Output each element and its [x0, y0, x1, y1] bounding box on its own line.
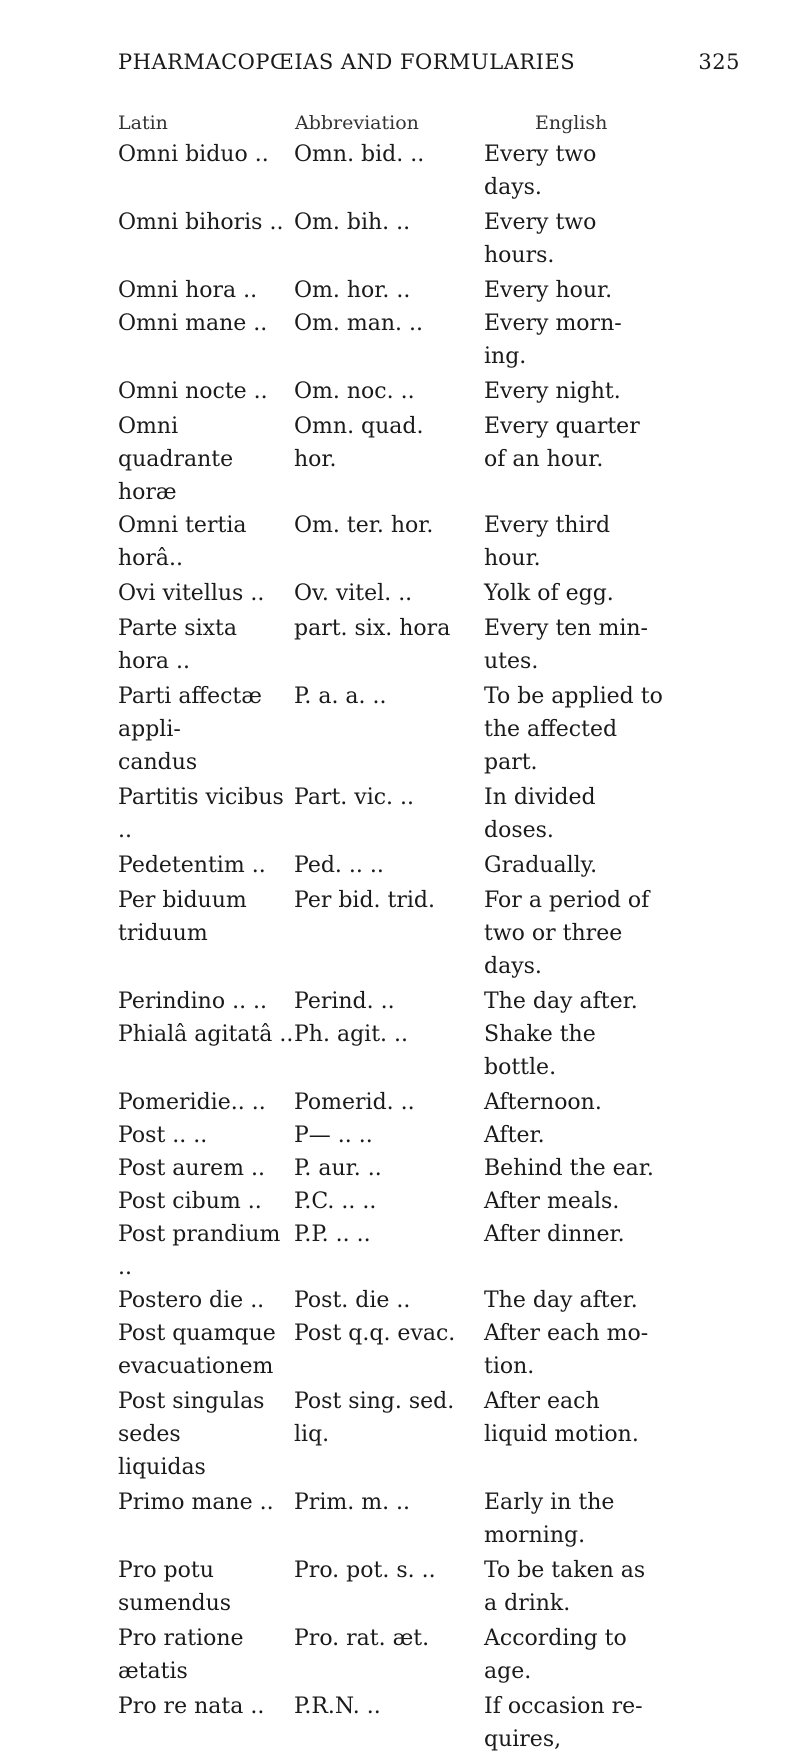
english-meaning: After each mo- tion. [484, 1321, 649, 1379]
latin-term: Partitis vicibus .. [118, 785, 284, 843]
english-meaning: Early in the morning. [484, 1490, 615, 1548]
table-row [118, 1554, 718, 1620]
table-row [118, 410, 718, 509]
abbreviation: P— .. .. [294, 1123, 373, 1148]
abbreviation: Part. vic. .. [294, 785, 415, 810]
running-head-title: PHARMACOPŒIAS AND FORMULARIES [118, 50, 576, 74]
table-row [118, 577, 718, 610]
latin-term: Primo mane .. [118, 1490, 274, 1515]
table-row [118, 1622, 718, 1688]
table-row [118, 1185, 718, 1218]
latin-term: Pro potu sumendus [118, 1558, 232, 1616]
english-meaning: Every ten min- utes. [484, 616, 648, 674]
table-row [118, 274, 718, 307]
table-row [118, 206, 718, 272]
table-row [118, 1018, 718, 1084]
table-row [118, 884, 718, 983]
abbreviation: Pomerid. .. [294, 1090, 415, 1115]
english-meaning: After. [484, 1123, 545, 1148]
latin-term: Omni bihoris .. [118, 210, 284, 235]
column-header-latin: Latin [118, 112, 168, 134]
abbreviation: Om. hor. .. [294, 278, 411, 303]
latin-term: Omni tertia horâ.. [118, 513, 247, 571]
abbreviation: Per bid. trid. [294, 888, 436, 913]
english-meaning: After each liquid motion. [484, 1389, 639, 1447]
table-row [118, 849, 718, 882]
abbreviation: Om. noc. .. [294, 379, 415, 404]
english-meaning: After meals. [484, 1189, 620, 1214]
latin-term: Ovi vitellus .. [118, 581, 265, 606]
latin-term: Post singulas sedes liquidas [118, 1389, 265, 1480]
latin-term: Omni quadrante horæ [118, 414, 234, 505]
abbreviation-table [118, 138, 718, 1756]
table-row [118, 781, 718, 847]
abbreviation: P.P. .. .. [294, 1222, 371, 1247]
english-meaning: In divided doses. [484, 785, 596, 843]
abbreviation: Post sing. sed. liq. [294, 1389, 455, 1447]
english-meaning: Behind the ear. [484, 1156, 654, 1181]
abbreviation: P.C. .. .. [294, 1189, 377, 1214]
latin-term: Post .. .. [118, 1123, 208, 1148]
abbreviation: part. six. hora [294, 616, 451, 641]
english-meaning: Every hour. [484, 278, 613, 303]
english-meaning: Every third hour. [484, 513, 611, 571]
english-meaning: Every night. [484, 379, 621, 404]
abbreviation: Omn. quad. hor. [294, 414, 424, 472]
latin-term: Parte sixta hora .. [118, 616, 237, 674]
abbreviation: Pro. pot. s. .. [294, 1558, 436, 1583]
english-meaning: Every quarter of an hour. [484, 414, 640, 472]
table-row [118, 985, 718, 1018]
table-row [118, 612, 718, 678]
latin-term: Omni mane .. [118, 311, 268, 336]
latin-term: Pedetentim .. [118, 853, 266, 878]
abbreviation: Om. man. .. [294, 311, 424, 336]
latin-term: Pro re nata .. [118, 1694, 265, 1719]
latin-term: Omni biduo .. [118, 142, 269, 167]
abbreviation: Ov. vitel. .. [294, 581, 413, 606]
abbreviation: Pro. rat. æt. [294, 1626, 430, 1651]
abbreviation: P. a. a. .. [294, 684, 387, 709]
abbreviation: Omn. bid. .. [294, 142, 425, 167]
english-meaning: Every two days. [484, 142, 597, 200]
table-row [118, 509, 718, 575]
running-head [118, 50, 740, 74]
english-meaning: The day after. [484, 989, 638, 1014]
latin-term: Per biduum triduum [118, 888, 247, 946]
column-header-english: English [535, 112, 608, 134]
table-row [118, 1486, 718, 1552]
english-meaning: Shake the bottle. [484, 1022, 596, 1080]
latin-term: Omni hora .. [118, 278, 258, 303]
column-header-abbreviation: Abbreviation [295, 112, 419, 134]
english-meaning: After dinner. [484, 1222, 625, 1247]
english-meaning: For a period of two or three days. [484, 888, 650, 979]
abbreviation: Ph. agit. .. [294, 1022, 409, 1047]
table-row [118, 1152, 718, 1185]
abbreviation: Ped. .. .. [294, 853, 384, 878]
table-row [118, 138, 718, 204]
abbreviation: Om. bih. .. [294, 210, 411, 235]
latin-term: Postero die .. [118, 1288, 265, 1313]
latin-term: Omni nocte .. [118, 379, 268, 404]
english-meaning: Every morn- ing. [484, 311, 622, 369]
table-row [118, 307, 718, 373]
abbreviation: P. aur. .. [294, 1156, 382, 1181]
latin-term: Pomeridie.. .. [118, 1090, 266, 1115]
table-row [118, 1284, 718, 1317]
latin-term: Post prandium .. [118, 1222, 281, 1280]
latin-term: Pro ratione ætatis [118, 1626, 244, 1684]
english-meaning: Yolk of egg. [484, 581, 614, 606]
table-row [118, 1086, 718, 1119]
abbreviation: Post. die .. [294, 1288, 411, 1313]
table-row [118, 375, 718, 408]
latin-term: Post quamque evacuationem [118, 1321, 276, 1379]
table-row [118, 1218, 718, 1284]
english-meaning: To be taken as a drink. [484, 1558, 646, 1616]
latin-term: Phialâ agitatâ .. [118, 1022, 294, 1047]
latin-term: Parti affectæ appli- candus [118, 684, 262, 775]
page-number: 325 [698, 50, 740, 74]
latin-term: Post cibum .. [118, 1189, 262, 1214]
english-meaning: Afternoon. [484, 1090, 602, 1115]
latin-term: Perindino .. .. [118, 989, 268, 1014]
table-row [118, 1385, 718, 1484]
english-meaning: Gradually. [484, 853, 598, 878]
abbreviation: Om. ter. hor. [294, 513, 434, 538]
abbreviation: Perind. .. [294, 989, 395, 1014]
table-row [118, 680, 718, 779]
english-meaning: If occasion re- quires, [484, 1694, 643, 1752]
english-meaning: To be applied to the affected part. [484, 684, 663, 775]
english-meaning: The day after. [484, 1288, 638, 1313]
table-row [118, 1690, 718, 1756]
english-meaning: According to age. [484, 1626, 627, 1684]
abbreviation: Post q.q. evac. [294, 1321, 456, 1346]
table-row [118, 1119, 718, 1152]
column-headers [118, 112, 718, 136]
table-row [118, 1317, 718, 1383]
latin-term: Post aurem .. [118, 1156, 265, 1181]
abbreviation: P.R.N. .. [294, 1694, 381, 1719]
abbreviation: Prim. m. .. [294, 1490, 411, 1515]
english-meaning: Every two hours. [484, 210, 597, 268]
